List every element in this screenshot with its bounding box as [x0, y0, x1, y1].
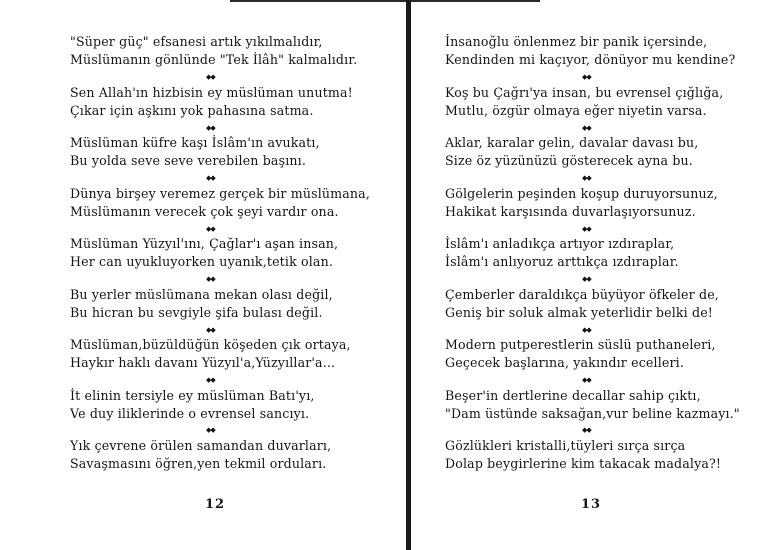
- verse-line: Geçecek başlarına, yakındır ecelleri.: [445, 355, 684, 370]
- verse-line: İslâm'ı anladıkça artıyor ızdıraplar,: [445, 236, 675, 251]
- stanza: [70, 387, 315, 423]
- stanza-separator: ◆◆: [206, 225, 215, 233]
- verse-line: Haykır haklı davanı Yüzyıl'a,Yüzyıllar'a...: [70, 355, 336, 370]
- verse-line: Sen Allah'ın hizbisin ey müslüman unutma!: [70, 85, 353, 100]
- stanza: [445, 286, 719, 322]
- stanza-separator: ◆◆: [582, 376, 591, 384]
- verse-line: Aklar, karalar gelin, davalar davası bu,: [445, 135, 699, 150]
- stanza-separator: ◆◆: [582, 225, 591, 233]
- verse-line: Ve duy iliklerinde o evrensel sancıyı.: [70, 406, 310, 421]
- stanza: [445, 185, 718, 221]
- stanza-separator: ◆◆: [206, 426, 215, 434]
- stanza-separator: ◆◆: [206, 376, 215, 384]
- page-number: 12: [205, 497, 226, 512]
- verse-line: İnsanoğlu önlenmez bir panik içersinde,: [445, 34, 708, 49]
- stanza-separator: ◆◆: [582, 426, 591, 434]
- stanza-separator: ◆◆: [206, 73, 215, 81]
- verse-line: Koş bu Çağrı'ya insan, bu evrensel çığlığa,: [445, 85, 724, 100]
- verse-line: Her can uyukluyorken uyanık,tetik olan.: [70, 254, 333, 269]
- stanza-separator: ◆◆: [582, 326, 591, 334]
- stanza: [70, 437, 331, 473]
- verse-line: Müslümanın gönlünde "Tek İlâh" kalmalıdır.: [70, 52, 358, 67]
- stanza-separator: ◆◆: [206, 124, 215, 132]
- verse-line: Kendinden mi kaçıyor, dönüyor mu kendine?: [445, 52, 736, 67]
- stanza: [70, 33, 357, 69]
- stanza-separator: ◆◆: [582, 124, 591, 132]
- verse-line: Bu hicran bu sevgiyle şifa bulası değil.: [70, 305, 323, 320]
- stanza-separator: ◆◆: [206, 174, 215, 182]
- verse-line: Çıkar için aşkını yok pahasına satma.: [70, 103, 314, 118]
- stanza: [445, 84, 723, 120]
- stanza: [445, 33, 735, 69]
- stanza: [445, 235, 679, 271]
- verse-line: Modern putperestlerin süslü puthaneleri,: [445, 337, 716, 352]
- stanza-separator: ◆◆: [206, 275, 215, 283]
- stanza: [445, 437, 721, 473]
- verse-line: Bu yerler müslümana mekan olası değil,: [70, 287, 333, 302]
- right-page: [412, 0, 771, 550]
- verse-line: Size öz yüzünüzü gösterecek ayna bu.: [445, 153, 693, 168]
- stanza: [445, 336, 716, 372]
- stanza: [70, 84, 353, 120]
- stanza: [70, 185, 370, 221]
- stanza: [70, 336, 351, 372]
- verse-line: Gölgelerin peşinden koşup duruyorsunuz,: [445, 186, 718, 201]
- verse-line: Bu yolda seve seve verebilen başını.: [70, 153, 306, 168]
- verse-line: İt elinin tersiyle ey müslüman Batı'yı,: [70, 388, 315, 403]
- verse-line: Yık çevrene örülen samandan duvarları,: [70, 438, 332, 453]
- stanza: [445, 387, 740, 423]
- stanza-separator: ◆◆: [582, 174, 591, 182]
- verse-line: İslâm'ı anlıyoruz arttıkça ızdıraplar.: [445, 254, 679, 269]
- stanza: [70, 134, 320, 170]
- stanza: [445, 134, 698, 170]
- verse-line: Mutlu, özgür olmaya eğer niyetin varsa.: [445, 103, 707, 118]
- verse-line: Savaşmasını öğren,yen tekmil orduları.: [70, 456, 327, 471]
- stanza-separator: ◆◆: [582, 275, 591, 283]
- stanza-separator: ◆◆: [206, 326, 215, 334]
- verse-line: Müslüman,büzüldüğün köşeden çık ortaya,: [70, 337, 351, 352]
- verse-line: "Süper güç" efsanesi artık yıkılmalıdır,: [70, 34, 323, 49]
- verse-line: Beşer'in dertlerine decallar sahip çıktı,: [445, 388, 701, 403]
- verse-line: Çemberler daraldıkça büyüyor öfkeler de,: [445, 287, 719, 302]
- verse-line: Dolap beygirlerine kim takacak madalya?!: [445, 456, 722, 471]
- verse-line: Müslüman küfre kaşı İslâm'ın avukatı,: [70, 135, 320, 150]
- verse-line: Müslümanın verecek çok şeyi vardır ona.: [70, 204, 339, 219]
- verse-line: Dünya birşey veremez gerçek bir müslümana,: [70, 186, 370, 201]
- stanza: [70, 286, 333, 322]
- book-gutter: [406, 0, 411, 550]
- verse-line: Gözlükleri kristalli,tüyleri sırça sırça: [445, 438, 686, 453]
- verse-line: Hakikat karşısında duvarlaşıyorsunuz.: [445, 204, 696, 219]
- stanza-separator: ◆◆: [582, 73, 591, 81]
- stanza: [70, 235, 338, 271]
- page-number: 13: [581, 497, 602, 512]
- verse-line: "Dam üstünde saksağan,vur beline kazmayı.": [445, 406, 740, 421]
- verse-line: Müslüman Yüzyıl'ını, Çağlar'ı aşan insan,: [70, 236, 339, 251]
- verse-line: Geniş bir soluk almak yeterlidir belki de!: [445, 305, 714, 320]
